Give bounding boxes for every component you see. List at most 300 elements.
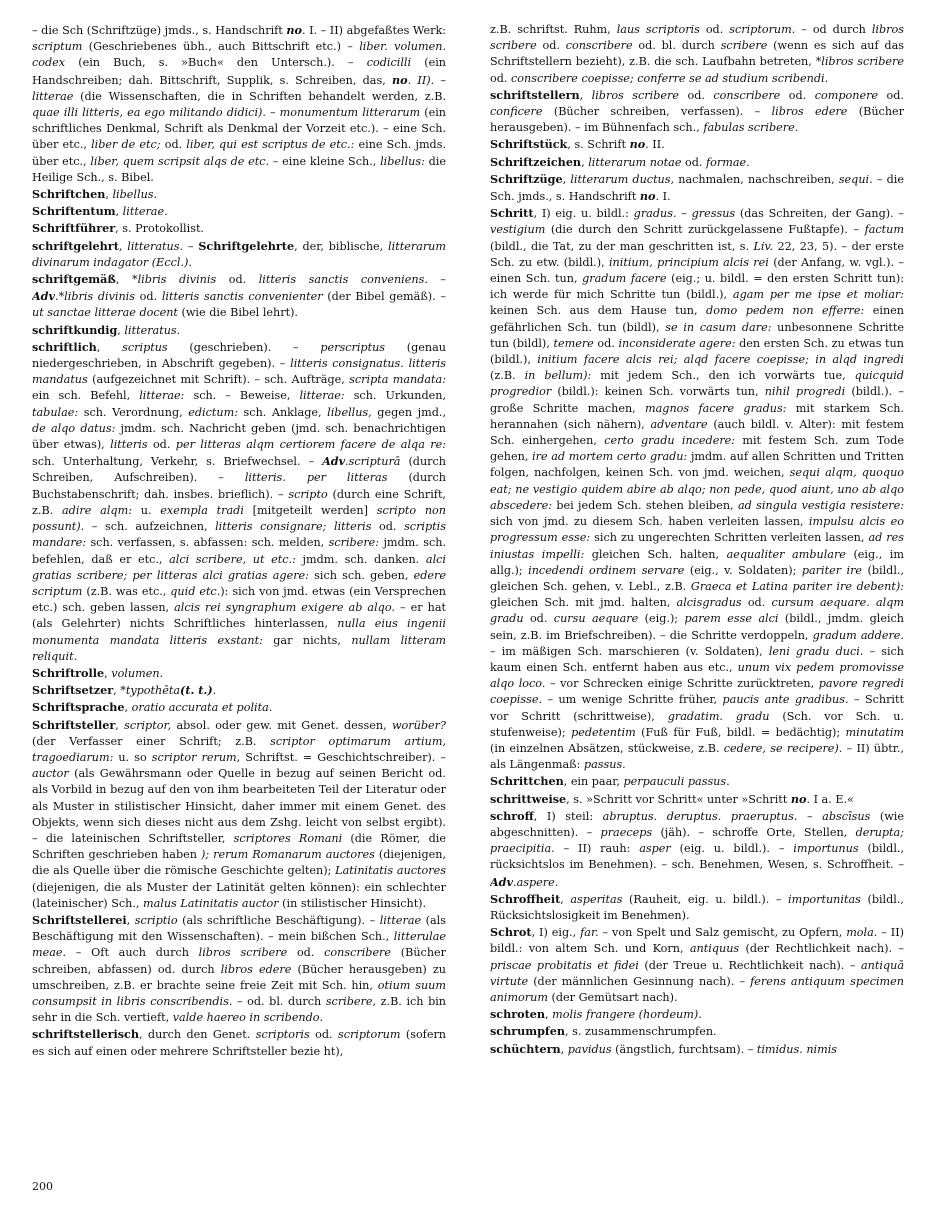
entry-text: od. xyxy=(678,88,714,102)
bold-italic-text: no xyxy=(790,791,807,806)
latin-text: nullam litteram reliquit. xyxy=(32,633,446,663)
latin-text: Liv. xyxy=(753,239,774,253)
entry-text: gleichen Sch. halten, xyxy=(584,547,727,561)
latin-text: scripta mandata: xyxy=(349,373,446,387)
entry-text: od. xyxy=(523,612,554,626)
latin-text: magnos facere gradus: xyxy=(645,401,787,415)
entry-text: (in einzelnen Absätzen, stückweise, z.B. xyxy=(490,741,724,755)
headword: schroten xyxy=(490,1007,546,1022)
entry-text: unbesonnene Schritte tun (bildl), xyxy=(490,320,904,350)
latin-text: leni gradu duci. xyxy=(768,644,864,658)
latin-text: timidus. nimis xyxy=(756,1042,838,1056)
entry-text: (jäh). – schroffe Orte, Stellen, xyxy=(652,825,856,839)
dictionary-entry xyxy=(32,203,446,220)
latin-text: alci gratias scribere; per litteras alci gratias agere: xyxy=(32,552,446,582)
entry-text: jmdm. sch. befehlen, daß er etc., xyxy=(32,536,446,566)
entry-text: (eig., v. Soldaten); xyxy=(684,563,802,577)
latin-text: liber. volumen. codex xyxy=(32,40,446,70)
latin-text: scriptio xyxy=(134,913,178,927)
latin-text: de alqo datus: xyxy=(32,421,116,435)
dictionary-entry xyxy=(32,665,446,682)
entry-text: (geschrieben). – xyxy=(167,340,321,354)
dictionary-entry xyxy=(32,1026,446,1059)
headword: schüchtern xyxy=(490,1041,561,1056)
entry-text: gleichen Sch. mit jmd. halten, xyxy=(490,596,677,610)
latin-text: liber, qui est scriptus de etc.: xyxy=(186,138,355,152)
latin-text: scripto non possunt). xyxy=(32,503,446,534)
latin-text: ); rerum Romanarum auctores xyxy=(200,848,375,862)
latin-text: abruptus. deruptus. praeruptus xyxy=(602,809,794,823)
entry-text: u. so xyxy=(113,750,152,764)
latin-text: sequi alqm, quoquo eat; ne vestigio quidem abire ab alqo; non pede, quod aiunt, uno ab alqo abscedere: xyxy=(490,466,904,512)
dictionary-entry xyxy=(490,808,904,891)
entry-text: (die Wissenschaften, die in Schriften behandelt werden, z.B. xyxy=(73,89,446,103)
entry-text: (Sch. vor Sch. u. stufenweise); xyxy=(490,709,904,739)
latin-text: quid etc. xyxy=(170,584,221,598)
latin-text: scriptorum. xyxy=(729,23,796,36)
headword: Schriftsprache xyxy=(32,700,125,715)
dictionary-entry xyxy=(490,891,904,924)
latin-text: quicquid progredior xyxy=(490,369,904,399)
latin-text: libros scribere xyxy=(591,88,679,102)
latin-text: pariter ire xyxy=(801,563,863,577)
latin-text: scriptorum xyxy=(337,1028,401,1042)
latin-text: ut sanctae litterae docent xyxy=(32,306,178,320)
entry-text: , xyxy=(113,684,121,698)
latin-text: conscribere xyxy=(324,946,392,960)
headword: schriftstellerisch xyxy=(32,1027,139,1042)
entry-text: od. xyxy=(147,438,176,452)
latin-text: .*libris divinis xyxy=(55,290,135,304)
latin-text: gradum facere xyxy=(582,272,667,286)
latin-text: temere xyxy=(553,336,594,350)
entry-text: (das Schreiten, der Gang). – xyxy=(735,207,904,221)
latin-text: in bellum): xyxy=(524,369,592,383)
entry-text: , I) eig., xyxy=(531,926,581,940)
latin-text: cedere, se recipere). xyxy=(723,741,843,755)
entry-text: , I) steil: xyxy=(533,809,603,823)
entry-text: (genau niedergeschrieben, in Abschrift gegeben). – xyxy=(32,340,446,371)
latin-text: initium, principium alcis rei xyxy=(608,255,769,269)
latin-text: scriptor optimarum artium, tragoediarum: xyxy=(32,734,446,764)
latin-text: adventare xyxy=(650,417,708,431)
dictionary-entry xyxy=(490,154,904,171)
latin-text: molis frangere (hordeum). xyxy=(552,1008,702,1022)
latin-text: se in casum dare: xyxy=(665,320,772,334)
entry-text: sch. Unterhaltung, Verkehr, s. Briefwechsel. – xyxy=(32,455,323,469)
latin-text: scriptoris xyxy=(255,1028,310,1042)
entry-text: (auch bildl. v. Alter): mit festem Sch. einhergehen, xyxy=(490,417,904,448)
latin-text: scripto xyxy=(288,487,328,501)
entry-text: – od durch xyxy=(795,23,872,36)
latin-text: perscriptus xyxy=(320,340,386,354)
entry-text: – od. bl. durch xyxy=(232,994,326,1008)
latin-text: componere xyxy=(814,88,879,102)
latin-text: exempla tradi xyxy=(160,503,244,517)
latin-text: praeceps xyxy=(600,825,653,839)
entry-text: – im mäßigen Sch. marschieren (v. Soldaten), xyxy=(490,644,769,658)
latin-text: edere scriptum xyxy=(32,568,446,598)
entry-text: , xyxy=(124,701,132,715)
latin-text: litteratus xyxy=(127,239,180,253)
entry-text: , s. Schrift xyxy=(567,138,630,152)
entry-text: , der, biblische, xyxy=(294,239,389,253)
entry-text: , xyxy=(581,155,589,169)
dictionary-entry xyxy=(32,220,446,237)
entry-text: (der Anfang, w. vgl.). – einen Sch. tun, xyxy=(490,255,904,286)
bold-italic-text: no xyxy=(392,72,408,87)
entry-text: – um wenige Schritte früher, xyxy=(542,693,723,707)
headword: Schriftgelehrte xyxy=(198,238,295,253)
entry-text: (Bücher schreiben, abfassen) od. durch xyxy=(32,946,446,976)
headword: Schritt xyxy=(490,206,534,221)
entry-text: – II) übtr., als Längenmaß: xyxy=(490,741,904,772)
entry-text: , ein paar, xyxy=(563,775,624,789)
latin-text: asperitas xyxy=(570,892,623,906)
entry-text: (Bücher herausgeben). – im Bühnenfach sch., xyxy=(490,105,904,135)
latin-text: litterarum notae xyxy=(588,155,682,169)
dictionary-entry xyxy=(490,136,904,153)
entry-text: [mitgeteilt werden] xyxy=(243,503,377,517)
entry-text: , xyxy=(115,718,125,732)
latin-text: scriptis mandare: xyxy=(32,520,446,550)
entry-text: (sofern es sich auf einen oder mehrere Schriftsteller bezie ht), xyxy=(32,1028,446,1058)
entry-text: – xyxy=(265,106,280,120)
latin-text: incedendi ordinem servare xyxy=(528,563,685,577)
latin-text: quae illi litteris, ea ego militando didici). xyxy=(32,106,266,120)
latin-text: per litteras alqm certiorem facere de alqa re: xyxy=(175,438,446,452)
entry-text: (die Römer, die Schriften geschrieben haben xyxy=(32,831,446,862)
latin-text: libellus, xyxy=(327,405,372,419)
latin-text: auctor xyxy=(32,767,69,781)
latin-text: antiquus xyxy=(689,942,740,956)
entry-text: 22, 23, 5). – der erste Sch. zu etw. (bildl.), xyxy=(490,239,904,269)
latin-text: valde haereo in scribendo xyxy=(172,1011,320,1025)
entry-text: – von Spelt und Salz gemischt, zu Opfern, xyxy=(598,926,847,940)
latin-text: oratio accurata et polita xyxy=(131,701,269,715)
dictionary-entry xyxy=(32,271,446,322)
latin-text: ferens antiquum specimen animorum xyxy=(490,974,904,1004)
latin-text: scriptor rerum, xyxy=(151,750,241,764)
entry-text: od. xyxy=(878,88,904,102)
latin-text: paucis ante gradibus. xyxy=(722,693,849,707)
entry-text: od. xyxy=(371,520,405,534)
entry-text: (Fuß für Fuß, bildl. = bedächtig); xyxy=(635,725,846,739)
entry-text: (der männlichen Gesinnung nach). – xyxy=(528,974,751,988)
headword: Schriftstellerei xyxy=(32,912,127,927)
dictionary-entry xyxy=(490,1006,904,1023)
entry-text: , xyxy=(560,1042,568,1056)
entry-text: (wie die Bibel lehrt). xyxy=(177,306,298,320)
latin-text: edictum: xyxy=(188,405,238,419)
dictionary-entry xyxy=(490,924,904,1006)
entry-text: od. xyxy=(490,71,512,85)
latin-text: derupta; praecipitia xyxy=(490,825,904,856)
latin-text: tabulae: xyxy=(32,405,79,419)
latin-text: passus. xyxy=(583,758,626,772)
entry-text: (durch eine Schrift, z.B. xyxy=(32,487,446,517)
latin-text: . II). – litterae xyxy=(32,73,446,103)
latin-text: vestigium xyxy=(490,223,546,237)
entry-text: – die Sch. jmds., s. Handschrift xyxy=(490,172,904,204)
latin-text: parem esse alci xyxy=(684,612,779,626)
headword: schriftgelehrt xyxy=(32,238,119,253)
entry-text: (eig. u. bildl.). – xyxy=(670,842,794,856)
entry-text: – sich kaum einen Sch. entfernt haben aus etc., xyxy=(490,644,904,674)
latin-text: libellus xyxy=(112,188,154,202)
latin-text: initium facere alcis rei; alqd facere coepisse; in alqd ingredi xyxy=(537,353,904,367)
entry-text: , xyxy=(105,188,113,202)
entry-text: (als Beschäftigung mit den Wissenschaften). – mein bißchen Sch., xyxy=(32,913,446,944)
dictionary-entry xyxy=(32,22,446,186)
entry-text: (eig.; u. bildl. = den ersten Schritt tun): ich werde für mich Schritte tun (bildl.), xyxy=(490,272,904,302)
entry-text: (bildl., jmdm. gleich sein, z.B. im Briefschreiben). – die Schritte verdoppeln, xyxy=(490,612,904,642)
entry-text: u. xyxy=(131,503,161,517)
headword: Schrittchen xyxy=(490,774,564,789)
entry-text: sich zu ungerechten Schritten verleiten lassen, xyxy=(590,531,869,545)
entry-text: mit festem Sch. zum Tode gehen, xyxy=(490,434,904,464)
latin-text: nulla eius ingenii monumenta mandata litteris exstant: xyxy=(32,617,446,647)
entry-text: (diejenigen, die als Muster der Latinität gelten können): ein schlechter (lateinischer) Sch., xyxy=(32,880,446,910)
latin-text: scribere: xyxy=(328,536,380,550)
latin-text: litterarum divinarum indagator (Eccl.). xyxy=(32,239,446,269)
entry-text: ein sch. Befehl, xyxy=(32,389,140,403)
latin-text: domo pedem non efferre: xyxy=(706,304,865,318)
entry-text: (ein schriftliches Denkmal, Schrift als Denkmal der Vorzeit etc.). – eine Sch. über etc., xyxy=(32,106,446,152)
entry-text: , xyxy=(115,273,132,287)
latin-text: fabulas scribere. xyxy=(703,121,799,135)
entry-text: (bildl., Rücksichtslosigkeit im Benehmen). xyxy=(490,892,904,922)
headword: schriftstellern xyxy=(490,87,580,102)
latin-text: libros scribere xyxy=(490,23,904,53)
entry-text: od. xyxy=(135,290,162,304)
entry-text: od. xyxy=(699,23,730,36)
entry-text: (diejenigen, die als Quelle über die römische Geschichte gelten); xyxy=(32,848,446,878)
entry-text: , xyxy=(118,239,128,253)
headword: Schriftrolle xyxy=(32,665,105,680)
dictionary-entry xyxy=(32,682,446,699)
latin-text: scriptum xyxy=(32,40,83,54)
latin-text: sequi. xyxy=(838,172,873,186)
dictionary-entry xyxy=(32,699,446,716)
entry-text: (der Rechtlichkeit nach). – xyxy=(739,942,904,956)
latin-text: conscribere xyxy=(713,88,781,102)
entry-text: (ängstlich, furchtsam). – xyxy=(611,1042,757,1056)
entry-text: , xyxy=(104,666,112,680)
entry-text: mit starkem Sch. herannahen (sich nähern), xyxy=(490,401,904,431)
entry-text: (Rauheit, eig. u. bildl.). – xyxy=(622,892,789,906)
entry-text: sich sch. geben, xyxy=(308,568,414,582)
entry-text: od. xyxy=(164,138,187,152)
bold-italic-text: Adv xyxy=(490,874,514,889)
latin-text: importunus xyxy=(793,842,859,856)
entry-text: jmdm. sch. Nachricht geben (jmd. sch. benachrichtigen über etwas), xyxy=(32,421,446,452)
entry-text: . – xyxy=(424,273,446,287)
latin-text: *libros scribere xyxy=(815,55,904,69)
entry-text: od. xyxy=(741,596,772,610)
entry-text: od. xyxy=(287,946,325,960)
latin-text: formae. xyxy=(706,155,750,169)
entry-text: sch. Verordnung, xyxy=(78,405,189,419)
entry-text: , xyxy=(96,340,123,354)
latin-text: adire alqm: xyxy=(62,503,132,517)
entry-text: bei jedem Sch. stehen bleiben, xyxy=(551,498,738,512)
latin-text: certo gradu incedere: xyxy=(604,434,736,448)
entry-text: Schriftst. = Geschichtschreiber). – xyxy=(240,750,446,764)
latin-text: worüber? xyxy=(391,718,446,732)
entry-text: . xyxy=(212,684,217,698)
right-column xyxy=(490,22,904,1172)
entry-text: (bildl., die Tat, zu der man geschritten ist, s. xyxy=(490,239,754,253)
latin-text: alcisgradus xyxy=(676,596,742,610)
latin-text: conscribere xyxy=(565,39,633,53)
latin-text: gradatim. gradu xyxy=(667,709,770,723)
headword: Schriftzeichen xyxy=(490,154,582,169)
entry-text: , I) eig. u. bildl.: xyxy=(533,207,634,221)
latin-text: libros edere xyxy=(220,962,292,976)
entry-text: od. xyxy=(593,336,619,350)
latin-text: priscae probitatis et fidei xyxy=(490,958,639,972)
entry-text: sch. – Beweise, xyxy=(184,389,300,403)
entry-text: . xyxy=(726,775,730,789)
dictionary-entry xyxy=(32,186,446,203)
entry-text: mit jedem Sch., den ich vorwärts tue, xyxy=(591,369,855,383)
entry-text: od. xyxy=(536,39,566,53)
latin-text: litterarum ductus, xyxy=(570,172,675,186)
headword: Schriftsetzer xyxy=(32,683,114,698)
latin-text: impulsu alcis eo progressum esse: xyxy=(490,515,904,545)
entry-text: sich von jmd. zu diesem Sch. haben verleiten lassen, xyxy=(490,515,809,529)
latin-text: litteris sanctis convenienter xyxy=(161,290,323,304)
entry-text: , s. Protokollist. xyxy=(115,222,204,236)
entry-text: (bildl., gleichen Sch. gehen, v. Lebl., z.B. xyxy=(490,563,904,593)
entry-text: od. xyxy=(216,273,259,287)
latin-text: ad res iniustas impelli: xyxy=(490,531,904,561)
entry-text: (der Bibel gemäß). – xyxy=(322,290,446,304)
entry-text: – sch. aufzeichnen, xyxy=(84,520,216,534)
page-number: 200 xyxy=(32,1180,53,1193)
headword: Schriftchen xyxy=(32,187,106,202)
headword: schriftgemäß xyxy=(32,272,116,287)
entry-text: (ein Handschreiben; dah. Bittschrift, Supplik, s. Schreiben, das, xyxy=(32,56,446,87)
entry-text: od. bl. durch xyxy=(632,39,721,53)
latin-text: cursum aequare. alqm gradu xyxy=(490,596,904,626)
latin-text: liber, quem scripsit alqs de etc. xyxy=(90,154,270,168)
latin-text: volumen xyxy=(111,666,160,680)
entry-text: (z.B. was etc., xyxy=(82,584,171,598)
headword: schriftlich xyxy=(32,339,97,354)
dictionary-entry xyxy=(490,1041,904,1058)
entry-text: . – xyxy=(793,809,823,823)
entry-text: . I. – II) abgefaßtes Werk: xyxy=(301,24,446,37)
entry-text: , xyxy=(126,913,135,927)
headword: Schroffheit xyxy=(490,891,561,906)
entry-text: . xyxy=(176,323,181,337)
latin-text: otium suum consumpsit in libris conscribendis. xyxy=(32,978,446,1008)
headword: Schriftsteller xyxy=(32,717,116,732)
latin-text: far. xyxy=(580,926,599,940)
headword: Schriftstück xyxy=(490,137,568,152)
entry-text: (als schriftliche Beschäftigung). – xyxy=(177,913,380,927)
latin-text: litterae. xyxy=(122,205,168,219)
entry-text: (Bücher schreiben, verfassen). – xyxy=(542,105,772,119)
entry-text: (ein Buch, s. »Buch« den Untersch.). – xyxy=(65,56,367,70)
entry-text: z.B. schriftst. Ruhm, xyxy=(490,23,617,36)
latin-text: perpauculi passus xyxy=(623,775,727,789)
latin-text: malus Latinitatis auctor xyxy=(143,896,279,910)
entry-text: (in stilistischer Hinsicht). xyxy=(278,896,427,910)
latin-text: libellus: xyxy=(380,154,425,168)
latin-text: litteris. per litteras xyxy=(244,471,388,485)
latin-text: nihil progredi xyxy=(764,385,846,399)
latin-text: mola. xyxy=(846,926,878,940)
latin-text: alcis rei syngraphum exigere ab alqo. xyxy=(174,601,395,615)
headword: schroff xyxy=(490,808,534,823)
entry-text: (der Gemütsart nach). xyxy=(547,990,678,1004)
entry-text: sch. verfassen, s. abfassen: sch. melden, xyxy=(86,536,329,550)
entry-text: , xyxy=(579,88,592,102)
entry-text: gegen jmd., xyxy=(371,405,446,419)
entry-text: den ersten Sch. zu etwas tun (bildl.), xyxy=(490,336,904,367)
entry-text: – die Sch (Schriftzüge) jmds., s. Handschrift xyxy=(32,24,287,37)
latin-text: .scripturā xyxy=(345,455,401,469)
entry-text: od. xyxy=(780,88,815,102)
entry-text: . I. xyxy=(655,190,671,204)
headword: schrumpfen xyxy=(490,1024,565,1039)
headword: Schriftführer xyxy=(32,221,116,236)
dictionary-entry xyxy=(32,339,446,665)
entry-text: od. xyxy=(681,155,707,169)
entry-text: , xyxy=(562,172,571,186)
latin-text: codicilli xyxy=(366,56,412,70)
latin-text: litteris sanctis conveniens xyxy=(258,273,425,287)
latin-text: cursu aequare xyxy=(553,612,639,626)
dictionary-entry xyxy=(32,322,446,339)
entry-text: jmdm. sch. danken. xyxy=(295,552,426,566)
entry-text: absol. oder gew. mit Genet. dessen, xyxy=(171,718,392,732)
latin-text: litteris consignare; litteris xyxy=(215,520,372,534)
entry-text: (aufgezeichnet mit Schrift). – sch. Aufträge, xyxy=(87,373,350,387)
entry-text: die Heilige Sch., s. Bibel. xyxy=(32,154,446,184)
latin-text: monumentum litterarum xyxy=(279,106,421,120)
latin-text: litteris xyxy=(110,438,148,452)
entry-text: – er hat (als Gelehrter) nichts Schriftliches hinterlassen, xyxy=(32,601,446,631)
entry-text: (Bücher herausgeben) zu umschreiben, z.B. er brachte seine freie Zeit mit Sch. hin, xyxy=(32,962,446,992)
dictionary-entry xyxy=(490,22,904,87)
entry-text: – vor Schrecken einige Schritte zurücktreten, xyxy=(545,677,819,691)
entry-text: , durch den Genet. xyxy=(138,1028,256,1042)
entry-text: (eig.); xyxy=(638,612,685,626)
latin-text: litterae: xyxy=(299,389,345,403)
latin-text: conscribere coepisse; conferre se ad studium scribendi. xyxy=(511,71,829,85)
entry-text: jmdm. auf allen Schritten und Tritten folgen, nachfolgen, keinen Sch. von jmd. weichen, xyxy=(490,450,904,480)
latin-text: ire ad mortem certo gradu: xyxy=(532,450,688,464)
entry-text: ): sich von jmd. etwas (ein Versprechen etc.) sch. geben lassen, xyxy=(32,584,446,615)
latin-text: *libris divinis xyxy=(131,273,217,287)
latin-text: gradus. – gressus xyxy=(633,207,736,221)
bold-italic-text: no xyxy=(286,23,302,37)
latin-text: unum vix pedem promovisse alqo loco. xyxy=(490,660,904,691)
latin-text: pavidus xyxy=(567,1042,612,1056)
entry-text: sch. Anklage, xyxy=(237,405,328,419)
latin-text: importunitas xyxy=(788,892,861,906)
entry-text: – Oft auch durch xyxy=(66,946,199,960)
latin-text: pedetentim xyxy=(571,725,636,739)
entry-text: (durch Buchstabenschrift; dah. insbes. brieflich). – xyxy=(32,471,446,501)
entry-text: (als Gewährsmann oder Quelle in bezug auf seinen Bericht od. als Vorbild in bezug auf den von ihm bearbeiteten Teil der Literatur oder als Muster in stilistischer Hinsicht, daher immer mit einem Genet. des Objekts, wenn sich dieses nicht aus dem Zshg. leicht von selbst ergibt). – die lateinischen Schriftsteller, xyxy=(32,767,446,845)
bold-italic-text: no xyxy=(639,189,656,204)
latin-text: libros edere xyxy=(771,105,848,119)
